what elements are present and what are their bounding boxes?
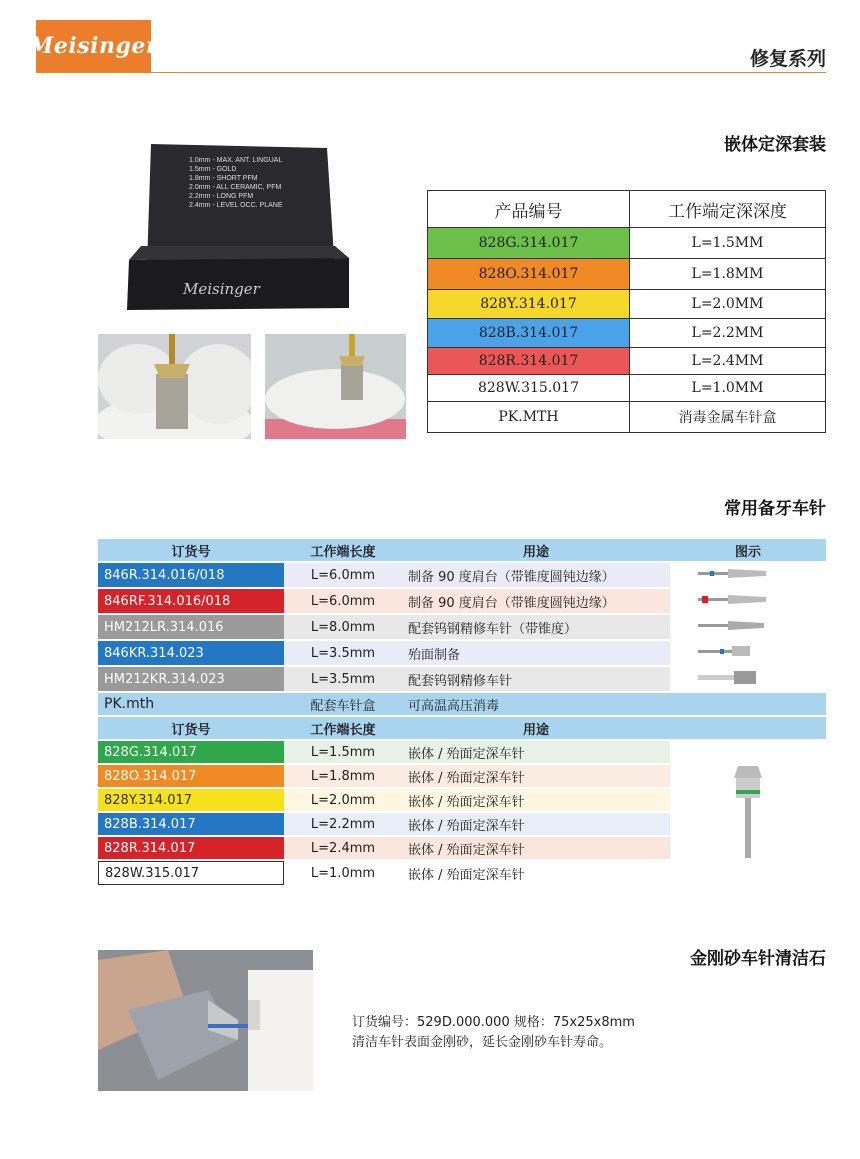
depth-bur-illustration bbox=[670, 741, 826, 885]
usage: 配套钨钢精修车针（带锥度） bbox=[402, 615, 670, 639]
order-code: 828G.314.017 bbox=[98, 741, 284, 763]
order-code: PK.mth bbox=[98, 693, 284, 715]
usage: 配套钨钢精修车针 bbox=[402, 667, 670, 691]
order-code: 828O.314.017 bbox=[98, 765, 284, 787]
table-row bbox=[428, 348, 826, 375]
table-row bbox=[98, 615, 826, 639]
table-header: 订货号 bbox=[98, 539, 284, 561]
table-header: 图示 bbox=[670, 539, 826, 561]
usage: 嵌体 / 殆面定深车针 bbox=[402, 765, 670, 787]
table-row bbox=[98, 589, 826, 613]
kit-label: 1.0mm - MAX. ANT. LINGUAL bbox=[189, 157, 283, 164]
usage: 嵌体 / 殆面定深车针 bbox=[402, 813, 670, 835]
logo-text: Meisinger bbox=[29, 33, 158, 59]
usage: 嵌体 / 殆面定深车针 bbox=[402, 741, 670, 763]
depth-value: L=2.4MM bbox=[630, 348, 826, 375]
table-row bbox=[98, 693, 826, 715]
kit-label: 2.0mm - ALL CERAMIC, PFM bbox=[189, 184, 282, 191]
usage: 嵌体 / 殆面定深车针 bbox=[408, 867, 525, 883]
kit-label: 1.5mm - GOLD bbox=[189, 166, 237, 173]
working-length: L=6.0mm bbox=[284, 589, 402, 613]
working-length: L=1.0mm bbox=[310, 865, 376, 881]
product-code: 828G.314.017 bbox=[428, 228, 630, 259]
page-title: 修复系列 bbox=[749, 48, 826, 70]
table-header: 工作端长度 bbox=[284, 717, 402, 739]
table-row bbox=[428, 228, 826, 259]
usage: 嵌体 / 殆面定深车针 bbox=[402, 789, 670, 811]
product-code: 828O.314.017 bbox=[428, 259, 630, 290]
depth-value: L=2.2MM bbox=[630, 319, 826, 348]
working-length: L=8.0mm bbox=[284, 615, 402, 639]
cleaning-stone-description bbox=[352, 1013, 635, 1053]
bur-illustration bbox=[670, 615, 826, 639]
product-code: PK.MTH bbox=[428, 402, 630, 433]
usage: 可高温高压消毒 bbox=[402, 693, 670, 715]
table-header: 订货号 bbox=[98, 717, 284, 739]
order-code: HM212KR.314.023 bbox=[98, 667, 284, 691]
order-code: 828Y.314.017 bbox=[98, 789, 284, 811]
table-header: 用途 bbox=[402, 539, 670, 561]
table-header: 产品编号 bbox=[428, 191, 630, 228]
section-title-inlay-set: 嵌体定深套装 bbox=[724, 135, 826, 155]
usage: 制备 90 度肩台（带锥度圆钝边缘） bbox=[402, 589, 670, 613]
product-code: 828R.314.017 bbox=[428, 348, 630, 375]
depth-value: L=1.5MM bbox=[630, 228, 826, 259]
table-row bbox=[428, 375, 826, 402]
bur-illustration bbox=[670, 563, 826, 587]
table-row bbox=[428, 290, 826, 319]
bur-illustration bbox=[670, 667, 826, 691]
depth-value: 消毒金属车针盒 bbox=[630, 402, 826, 433]
kit-brand: Meisinger bbox=[183, 280, 260, 298]
product-code: 828B.314.017 bbox=[428, 319, 630, 348]
working-length: L=3.5mm bbox=[284, 641, 402, 665]
table-row bbox=[98, 741, 826, 763]
working-length: L=1.8mm bbox=[284, 765, 402, 787]
order-code: 828R.314.017 bbox=[98, 837, 284, 859]
order-code: 846KR.314.023 bbox=[98, 641, 284, 665]
kit-label: 2.4mm - LEVEL OCC. PLANE bbox=[189, 202, 283, 209]
product-code: 828W.315.017 bbox=[428, 375, 630, 402]
inlay-depth-table bbox=[427, 190, 826, 433]
table-row bbox=[98, 667, 826, 691]
brand-logo bbox=[29, 20, 158, 72]
kit-label: 2.2mm - LONG PFM bbox=[189, 193, 254, 200]
usage: 制备 90 度肩台（带锥度圆钝边缘） bbox=[402, 563, 670, 587]
table-header: 用途 bbox=[402, 717, 670, 739]
depth-value: L=2.0MM bbox=[630, 290, 826, 319]
order-spec-line: 订货编号：529D.000.000 规格：75x25x8mm bbox=[352, 1015, 635, 1030]
header-divider bbox=[36, 72, 826, 73]
bur-illustration bbox=[670, 589, 826, 613]
working-length: L=2.4mm bbox=[284, 837, 402, 859]
order-code: HM212LR.314.016 bbox=[98, 615, 284, 639]
table-header: 工作端长度 bbox=[284, 539, 402, 561]
usage: 殆面制备 bbox=[402, 641, 670, 665]
description-line: 清洁车针表面金刚砂，延长金刚砂车针寿命。 bbox=[352, 1035, 613, 1050]
order-code: 828W.315.017 bbox=[98, 861, 284, 885]
order-code: 846RF.314.016/018 bbox=[98, 589, 284, 613]
section-title-cleaning-stone: 金刚砂车针清洁石 bbox=[690, 949, 826, 969]
cleaning-stone-photo bbox=[98, 950, 313, 1091]
depth-value: L=1.8MM bbox=[630, 259, 826, 290]
working-length: L=2.2mm bbox=[284, 813, 402, 835]
kit-label: 1.8mm - SHORT PFM bbox=[189, 175, 258, 182]
working-length: L=1.5mm bbox=[284, 741, 402, 763]
table-row bbox=[98, 563, 826, 587]
tooth-photo-2 bbox=[265, 334, 406, 439]
working-length: L=2.0mm bbox=[284, 789, 402, 811]
bur-illustration bbox=[670, 641, 826, 665]
table-row bbox=[98, 641, 826, 665]
table-header: 工作端定深深度 bbox=[630, 191, 826, 228]
depth-value: L=1.0MM bbox=[630, 375, 826, 402]
usage: 嵌体 / 殆面定深车针 bbox=[402, 837, 670, 859]
working-length: 配套车针盒 bbox=[284, 693, 402, 715]
order-code: 828B.314.017 bbox=[98, 813, 284, 835]
kit-image bbox=[127, 142, 351, 314]
table-row bbox=[428, 259, 826, 290]
spare-burs-table bbox=[98, 537, 826, 887]
table-row bbox=[428, 402, 826, 433]
table-row bbox=[428, 319, 826, 348]
section-title-spare-burs: 常用备牙车针 bbox=[724, 499, 826, 519]
working-length: L=6.0mm bbox=[284, 563, 402, 587]
tooth-photo-1 bbox=[98, 334, 251, 439]
order-code: 846R.314.016/018 bbox=[98, 563, 284, 587]
working-length: L=3.5mm bbox=[284, 667, 402, 691]
product-code: 828Y.314.017 bbox=[428, 290, 630, 319]
